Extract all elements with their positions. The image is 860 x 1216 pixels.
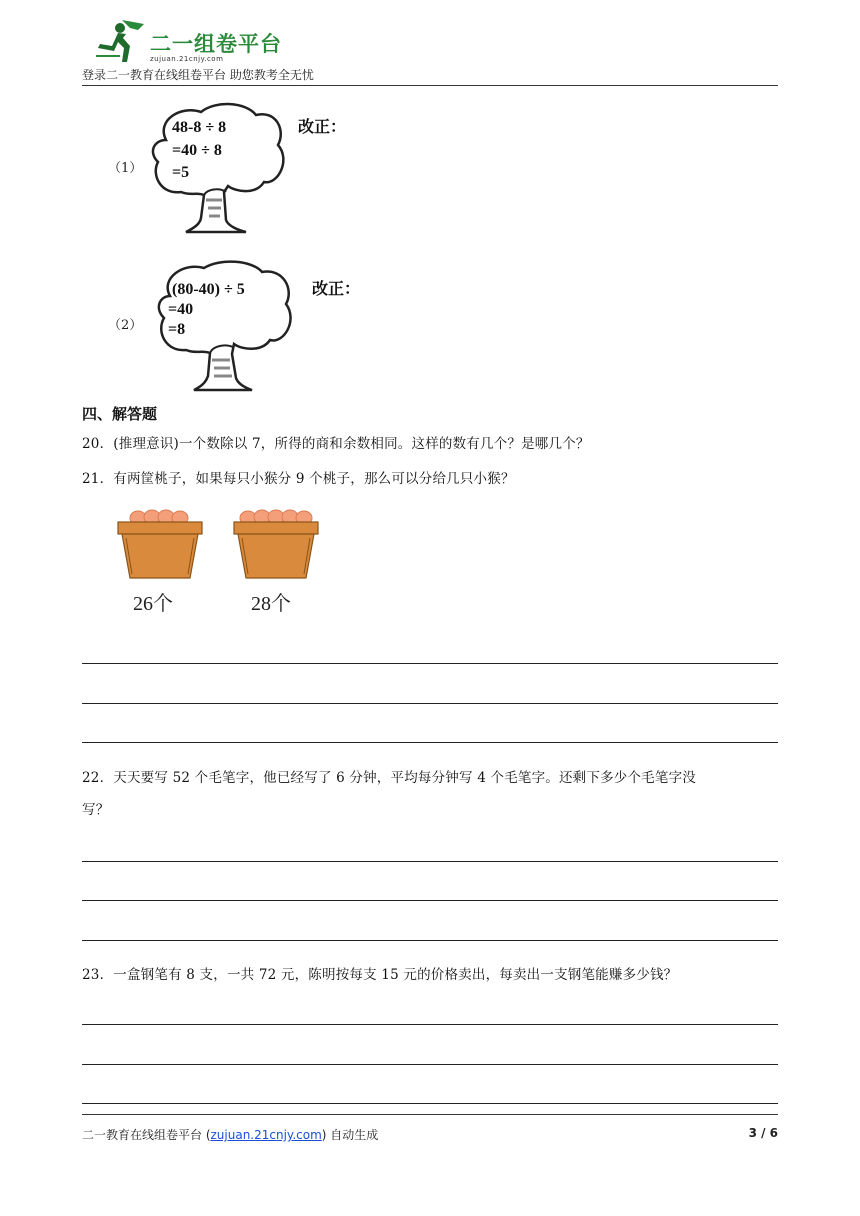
question-21: 21．有两筐桃子，如果每只小猴分 9 个桃子，那么可以分给几只小猴？ bbox=[82, 471, 515, 487]
header-slogan: 登录二一教育在线组卷平台 助您教考全无忧 bbox=[82, 68, 314, 82]
tree-item-1-number: （1） bbox=[108, 161, 143, 176]
tree-2-fix-label: 改正： bbox=[312, 279, 361, 298]
tree-2-line-3: =8 bbox=[168, 321, 186, 338]
footer-divider bbox=[82, 1114, 778, 1115]
section-title: 四、解答题 bbox=[82, 405, 158, 423]
footer-suffix: ) 自动生成 bbox=[321, 1128, 379, 1142]
peach-basket-1-icon bbox=[112, 508, 208, 588]
header-divider bbox=[82, 85, 778, 86]
basket-2-label: 28个 bbox=[251, 593, 291, 615]
tree-item-2-number: （2） bbox=[108, 318, 143, 333]
question-23: 23．一盒钢笔有 8 支，一共 72 元，陈明按每支 15 元的价格卖出，每卖出一支钢笔能赚多少钱？ bbox=[82, 967, 678, 983]
tree-1-line-2: =40 ÷ 8 bbox=[172, 142, 222, 159]
answer-line[interactable] bbox=[82, 1024, 778, 1025]
peach-basket-2-icon bbox=[228, 508, 324, 588]
answer-line[interactable] bbox=[82, 940, 778, 941]
question-22-line-1: 22．天天要写 52 个毛笔字，他已经写了 6 分钟，平均每分钟写 4 个毛笔字。还剩下多少个毛笔字没 bbox=[82, 770, 696, 786]
tree-2-line-1: (80-40) ÷ 5 bbox=[172, 281, 245, 298]
logo-subtitle: zujuan.21cnjy.com bbox=[150, 55, 224, 63]
tree-1-line-3: =5 bbox=[172, 164, 190, 181]
answer-line[interactable] bbox=[82, 900, 778, 901]
answer-line[interactable] bbox=[82, 663, 778, 664]
logo-runner-icon bbox=[92, 18, 148, 64]
answer-line[interactable] bbox=[82, 861, 778, 862]
footer-prefix: 二一教育在线组卷平台 ( bbox=[82, 1128, 211, 1142]
answer-line[interactable] bbox=[82, 703, 778, 704]
question-22-line-2: 写？ bbox=[82, 802, 110, 818]
tree-1-fix-label: 改正： bbox=[298, 117, 347, 136]
footer-link[interactable]: zujuan.21cnjy.com bbox=[210, 1128, 322, 1142]
tree-2-line-2: =40 bbox=[168, 301, 194, 318]
answer-line[interactable] bbox=[82, 742, 778, 743]
basket-1-label: 26个 bbox=[133, 593, 173, 615]
question-20: 20．(推理意识)一个数除以 7，所得的商和余数相同。这样的数有几个？是哪几个？ bbox=[82, 436, 590, 452]
footer-text bbox=[82, 1126, 378, 1143]
tree-1-line-1: 48-8 ÷ 8 bbox=[172, 119, 227, 136]
logo-text: 二一组卷平台 bbox=[150, 32, 282, 56]
answer-line[interactable] bbox=[82, 1103, 778, 1104]
page-number: 3 / 6 bbox=[748, 1126, 778, 1140]
answer-line[interactable] bbox=[82, 1064, 778, 1065]
